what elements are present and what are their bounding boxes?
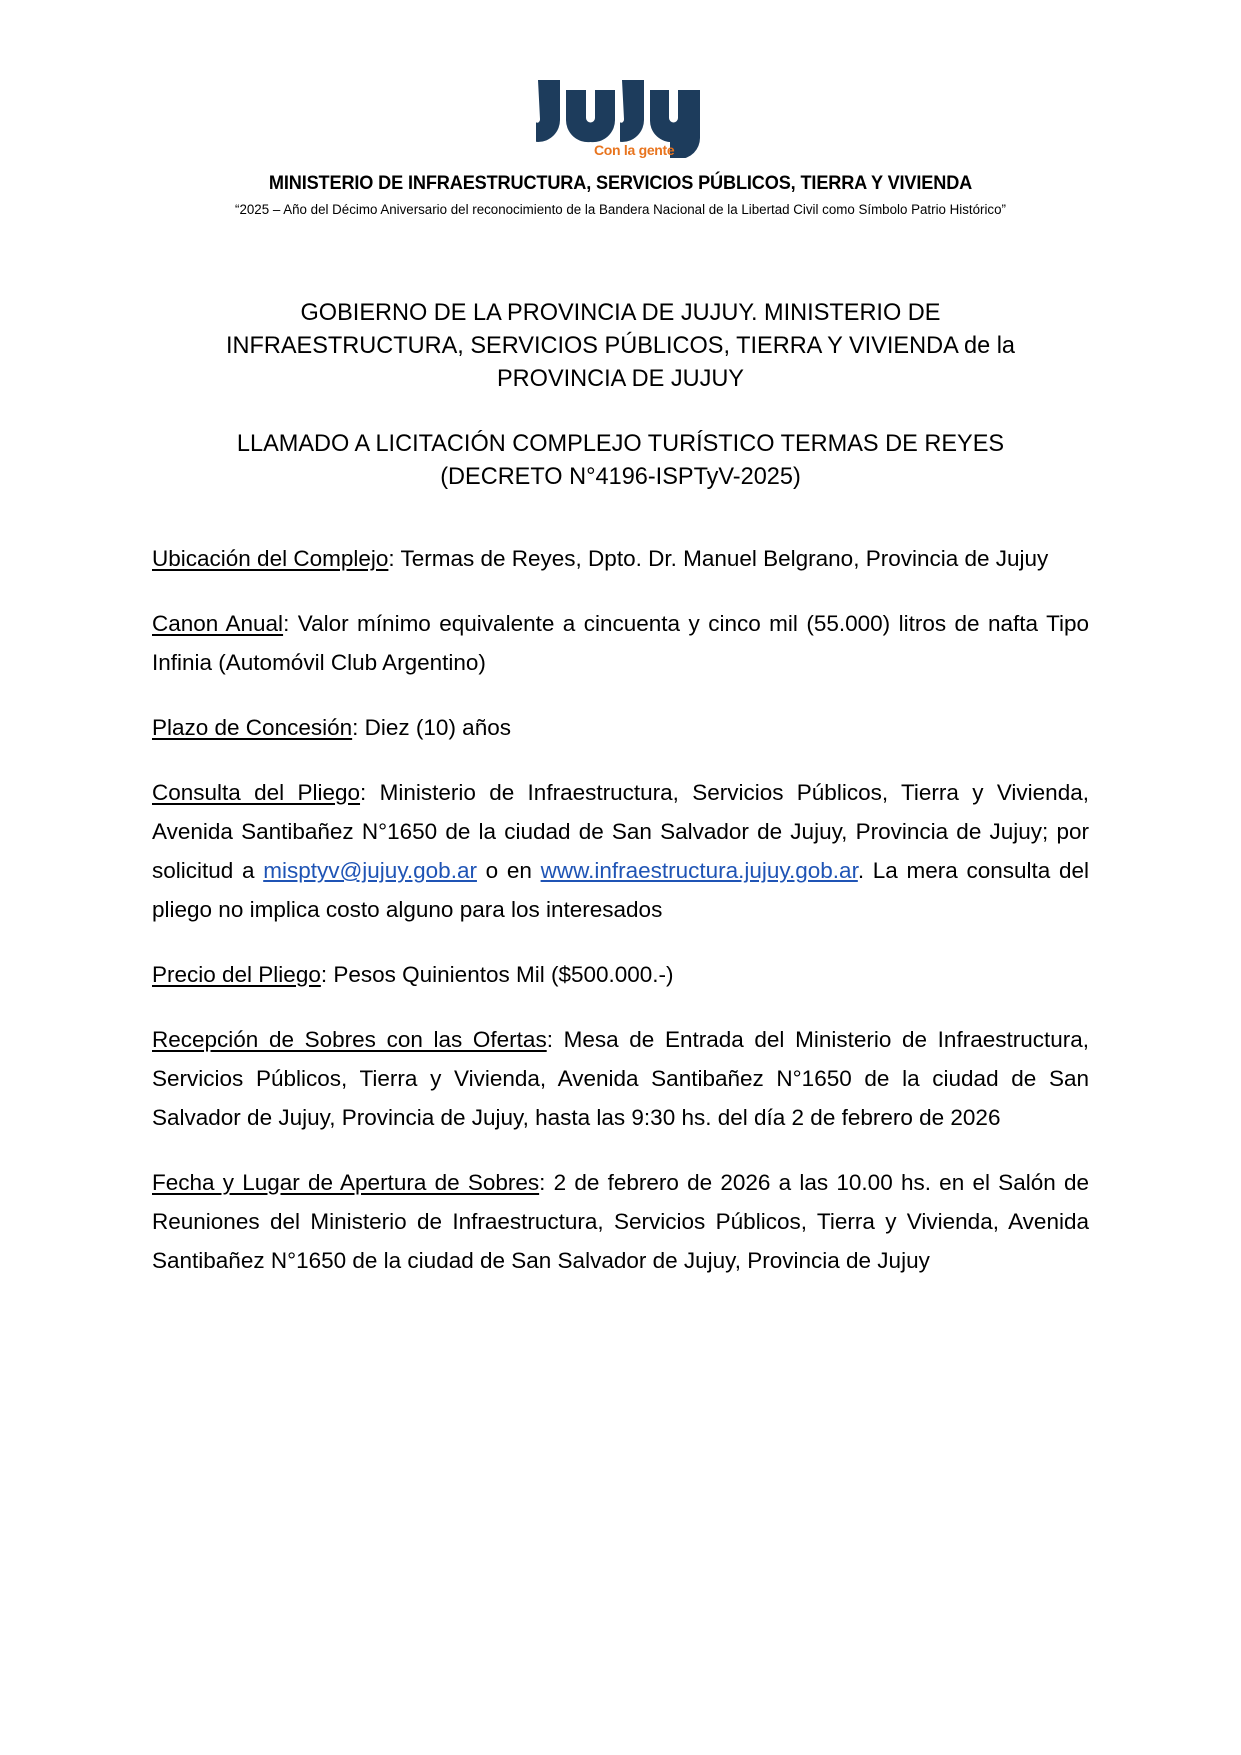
section-recepcion	[152, 1020, 1089, 1137]
plazo-text: Diez (10) años	[364, 715, 511, 740]
subtitle-line-2: (DECRETO N°4196-ISPTyV-2025)	[440, 463, 801, 490]
apertura-separator: :	[539, 1170, 554, 1195]
apertura-label: Fecha y Lugar de Apertura de Sobres	[152, 1170, 540, 1195]
subtitle-line-1: LLAMADO A LICITACIÓN COMPLEJO TURÍSTICO TERMAS DE REYES	[236, 430, 1005, 457]
email-link[interactable]: misptyv@jujuy.gob.ar	[263, 858, 477, 883]
plazo-separator: :	[352, 715, 365, 740]
plazo-label: Plazo de Concesión	[152, 715, 353, 740]
consulta-label: Consulta del Pliego	[152, 780, 361, 805]
ministry-name: MINISTERIO DE INFRAESTRUCTURA, SERVICIOS PÚBLICOS, TIERRA Y VIVIENDA	[268, 172, 973, 194]
apertura-text: 2 de febrero de 2026 a las 10.00 hs. en el Salón de Reuniones del Ministerio de Infraestructura, Servicios Públicos, Tierra y Vivienda, Avenida Santibañez N°1650 de la ciudad de San Salvador de Jujuy, Provincia de Jujuy	[152, 1170, 1089, 1273]
recepcion-label: Recepción de Sobres con las Ofertas	[152, 1027, 547, 1052]
precio-label: Precio del Pliego	[152, 962, 321, 987]
ubicacion-separator: :	[388, 546, 401, 571]
consulta-text-after: . La mera consulta del pliego no implica costo alguno para los interesados	[152, 858, 1089, 922]
precio-separator: :	[320, 962, 334, 987]
section-canon	[152, 604, 1089, 682]
recepcion-separator: :	[546, 1027, 564, 1052]
section-apertura	[152, 1163, 1089, 1280]
recepcion-text: Mesa de Entrada del Ministerio de Infraestructura, Servicios Públicos, Tierra y Vivienda, Avenida Santibañez N°1650 de la ciudad de San Salvador de Jujuy, Provincia de Jujuy, hasta las 9:30 hs. del día 2 de febrero de 2026	[152, 1027, 1089, 1130]
consulta-text-middle: o en	[476, 858, 541, 883]
ubicacion-text: Termas de Reyes, Dpto. Dr. Manuel Belgrano, Provincia de Jujuy	[400, 546, 1049, 571]
section-plazo	[152, 708, 1089, 747]
document-body	[0, 296, 1241, 1280]
consulta-separator: :	[360, 780, 380, 805]
section-consulta	[152, 773, 1089, 929]
precio-text: Pesos Quinientos Mil ($500.000.-)	[333, 962, 674, 987]
canon-text: Valor mínimo equivalente a cincuenta y cinco mil (55.000) litros de nafta Tipo Infinia (Automóvil Club Argentino)	[152, 611, 1090, 675]
canon-separator: :	[283, 611, 298, 636]
canon-label: Canon Anual	[152, 611, 284, 636]
document-subtitle	[171, 427, 1071, 493]
jujuy-logo	[0, 78, 1241, 158]
website-link[interactable]: www.infraestructura.jujuy.gob.ar	[540, 858, 858, 883]
ubicacion-label: Ubicación del Complejo	[152, 546, 389, 571]
section-precio	[152, 955, 1089, 994]
letterhead	[0, 0, 1241, 218]
document-title	[171, 296, 1071, 395]
title-line-3: PROVINCIA DE JUJUY	[496, 365, 745, 392]
consulta-text-before: Ministerio de Infraestructura, Servicios Públicos, Tierra y Vivienda, Avenida Santibañez N°1650 de la ciudad de San Salvador de Jujuy, Provincia de Jujuy; por solicitud a	[152, 780, 1089, 883]
title-line-1: GOBIERNO DE LA PROVINCIA DE JUJUY. MINISTERIO DE	[300, 299, 941, 326]
svg-text:Con la gente: Con la gente	[593, 142, 674, 158]
anniversary-slogan: “2025 – Año del Décimo Aniversario del reconocimiento de la Bandera Nacional de la Libertad Civil como Símbolo Patrio Histórico”	[235, 202, 1006, 218]
section-ubicacion	[152, 539, 1089, 578]
title-line-2: INFRAESTRUCTURA, SERVICIOS PÚBLICOS, TIERRA Y VIVIENDA de la	[225, 332, 1016, 359]
jujuy-logo-icon	[536, 78, 706, 158]
